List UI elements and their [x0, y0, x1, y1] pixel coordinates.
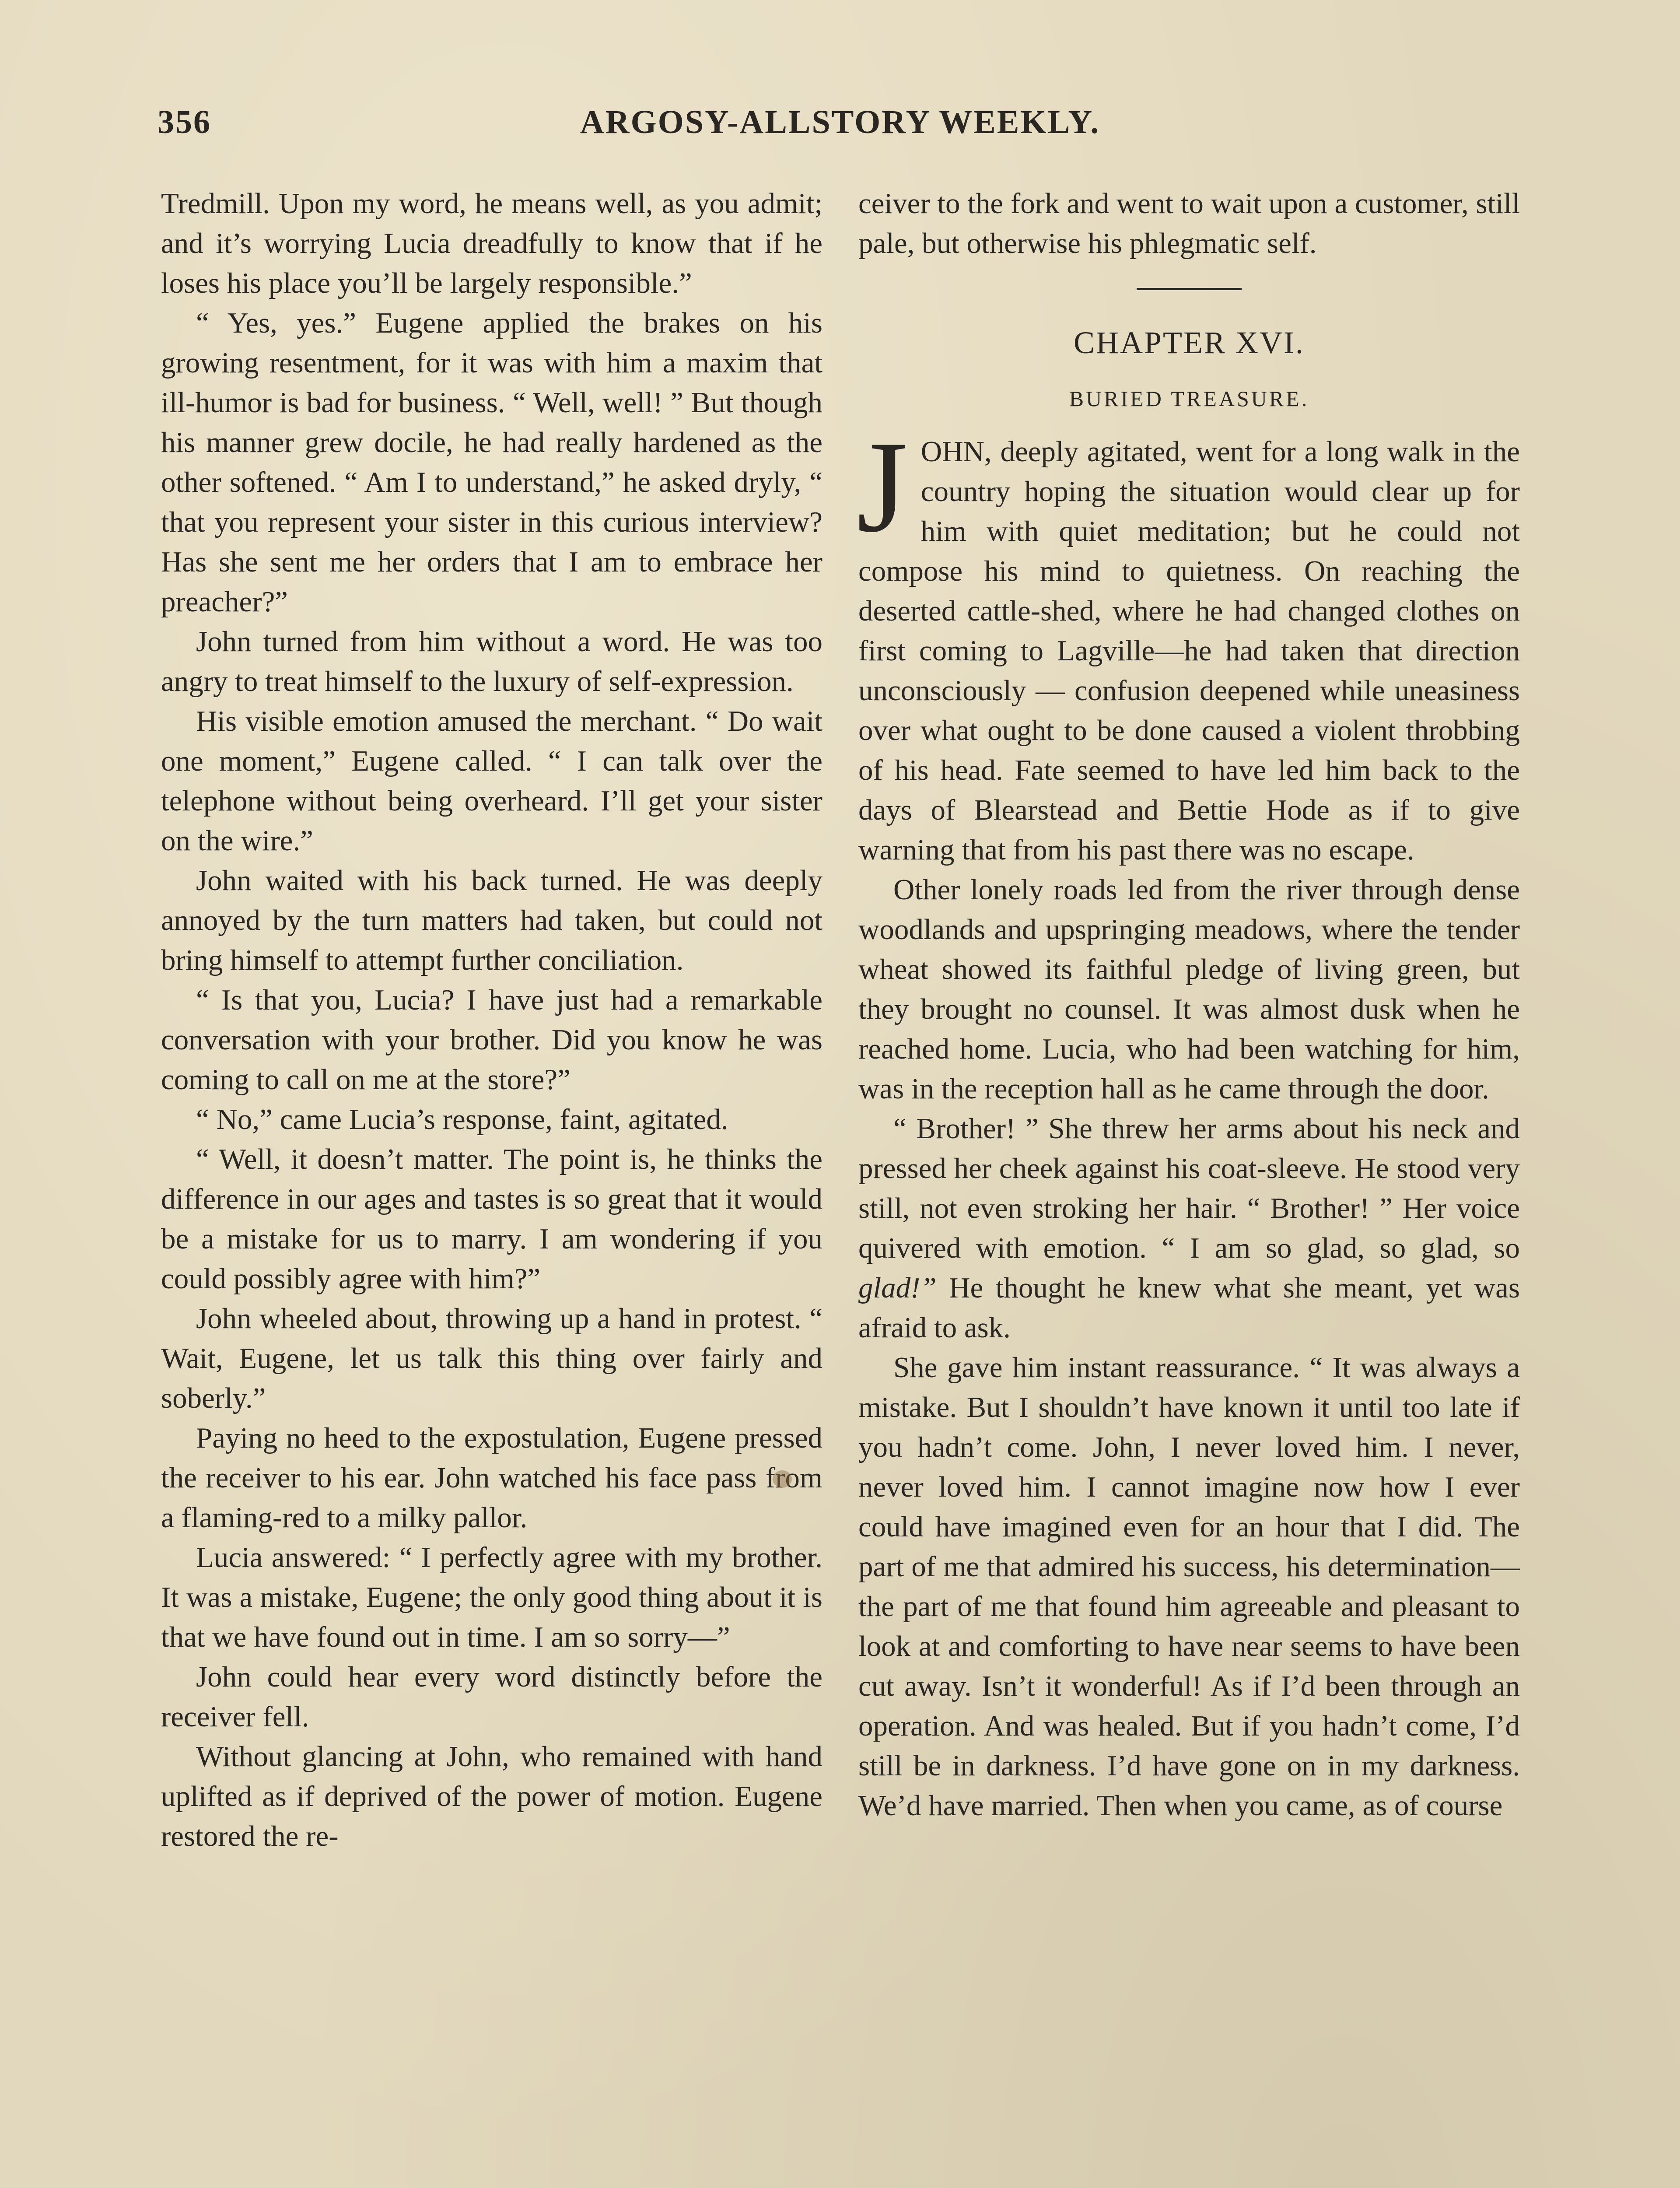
paragraph: She gave him instant reassurance. “ It was always a mistake. But I shouldn’t have known it until too late if you hadn’t come. John, I never loved him. I never, never loved him. I cannot imagine now how I ever could have imagined even for an hour that I did. The part of me that admired his success, his determination—the part of me that found him agreeable and pleasant to look at and comforting to have near seems to have been cut away. Isn’t it wonderful! As if I’d been through an operation. And was healed. But if you hadn’t come, I’d still be in darkness. I’d have gone on in my darkness. We’d have married. Then when you came, as of course — [858, 1351, 1520, 1822]
drop-cap: J — [857, 414, 908, 559]
paragraph: “ Yes, yes.” Eugene applied the brakes on his growing resentment, for it was with him a maxim that ill-humor is bad for business. “ Well, well! ” But though his manner grew docile, he had really hardened as the other softened. “ Am I to understand,” he asked dryly, “ that you represent your sister in this curious interview? Has she sent me her orders that I am to embrace her preacher?” — [161, 307, 822, 618]
chapter-opening-paragraph — [857, 414, 1520, 870]
paragraph: Lucia answered: “ I perfectly agree with my brother. It was a mistake, Eugene; the only good thing about it is that we have found out in time. I am so sorry—” — [161, 1541, 822, 1653]
page-number: 356 — [158, 104, 211, 140]
chapter-title: CHAPTER XVI. — [1073, 325, 1305, 360]
section-divider — [1137, 288, 1242, 290]
emphasis-text: glad!” — [858, 1272, 937, 1304]
paragraph — [858, 1109, 1520, 1348]
paragraph: John waited with his back turned. He was deeply annoyed by the turn matters had taken, but could not bring himself to attempt further conciliation. — [161, 864, 822, 976]
right-column — [858, 184, 1520, 1826]
running-header — [158, 103, 1522, 151]
paragraph-text: OHN, deeply agitated, went for a long walk in the country hoping the situation would clear up for him with quiet meditation; but he could not compose his mind to quietness. On reaching the deserted cattle-shed, where he had changed clothes on first coming to Lagville—he had taken that direction unconsciously — confusion deepened while uneasiness over what ought to be done caused a violent throbbing of his head. Fate seemed to have led him back to the days of Blearstead and Bettie Hode as if to give warning that from his past there was no escape. — [858, 435, 1520, 866]
paragraph: Paying no heed to the expostulation, Eugene pressed the receiver to his ear. John watched his face pass from a flaming-red to a milky pallor. — [161, 1422, 822, 1534]
paragraph: His visible emotion amused the merchant. “ Do wait one moment,” Eugene called. “ I can talk over the telephone without being overheard. I’ll get your sister on the wire.” — [161, 705, 822, 857]
paragraph-text: “ Brother! ” She threw her arms about his neck and pressed her cheek against his coat-sleeve. He stood very still, not even stroking her hair. “ Brother! ” Her voice quivered with emotion. “ I am so glad, so glad, so — [858, 1112, 1520, 1264]
paragraph-text: He thought he knew what she meant, yet was afraid to ask. — [858, 1272, 1520, 1344]
paragraph: “ Well, it doesn’t matter. The point is, he thinks the difference in our ages and tastes is so great that it would be a mistake for us to marry. I am wondering if you could possibly agree with him?” — [161, 1143, 822, 1295]
paragraph: John wheeled about, throwing up a hand in protest. “ Wait, Eugene, let us talk this thing over fairly and soberly.” — [161, 1302, 822, 1414]
paper-stain — [773, 1470, 792, 1488]
paragraph: “ Is that you, Lucia? I have just had a remarkable conversation with your brother. Did you know he was coming to call on me at the store?” — [161, 984, 822, 1096]
paragraph: Without glancing at John, who remained with hand uplifted as if deprived of the power of motion. Eugene restored the re- — [161, 1740, 822, 1852]
running-title: ARGOSY-ALLSTORY WEEKLY. — [580, 104, 1100, 140]
paragraph: Tredmill. Upon my word, he means well, as you admit; and it’s worrying Lucia dreadfully to know that if he loses his place you’ll be largely responsible.” — [161, 187, 822, 299]
paragraph: Other lonely roads led from the river through dense woodlands and upspringing meadows, where the tender wheat showed its faithful pledge of living green, but they brought no counsel. It was almost dusk when he reached home. Lucia, who had been watching for him, was in the reception hall as he came through the door. — [858, 873, 1520, 1105]
left-column — [161, 184, 822, 1856]
paragraph: ceiver to the fork and went to wait upon a customer, still pale, but otherwise his phlegmatic self. — [858, 187, 1520, 259]
paragraph: John turned from him without a word. He was too angry to treat himself to the luxury of self-expression. — [161, 625, 822, 698]
paragraph: John could hear every word distinctly before the receiver fell. — [161, 1661, 822, 1733]
paragraph: “ No,” came Lucia’s response, faint, agitated. — [196, 1103, 728, 1136]
chapter-subtitle: BURIED TREASURE. — [1069, 386, 1309, 411]
